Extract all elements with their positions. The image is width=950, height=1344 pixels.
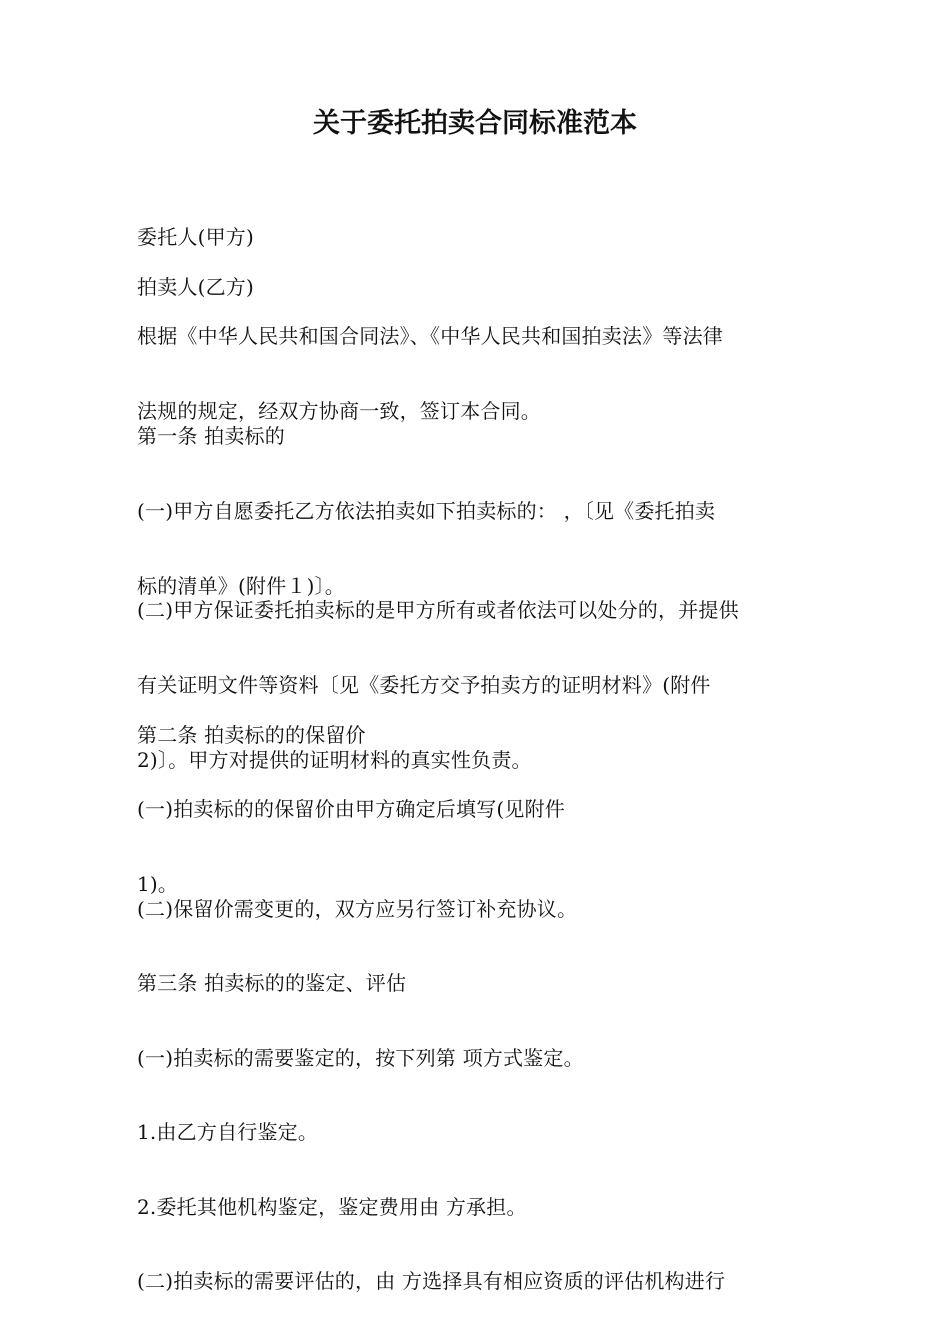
paragraph-line: 1)。: [137, 872, 179, 896]
paragraph-line: (一)拍卖标的的保留价由甲方确定后填写(见附件: [137, 797, 566, 821]
paragraph-line: 2.委托其他机构鉴定，鉴定费用由 方承担。: [137, 1195, 527, 1219]
paragraph-article3-item2: [137, 1219, 827, 1344]
paragraph-line: 第二条 拍卖标的的保留价: [137, 723, 366, 747]
paragraph-line: (二)保留价需变更的，双方应另行签订补充协议。: [137, 897, 578, 921]
paragraph-line: (一)拍卖标的需要鉴定的，按下列第 项方式鉴定。: [137, 1046, 584, 1070]
document-title: 关于委托拍卖合同标准范本: [313, 108, 637, 139]
paragraph-line: 1.由乙方自行鉴定。: [137, 1120, 319, 1144]
paragraph-line: 2)〕。甲方对提供的证明材料的真实性负责。: [137, 748, 532, 772]
paragraph-line: (二)甲方保证委托拍卖标的是甲方所有或者依法可以处分的，并提供: [137, 598, 739, 622]
paragraph-line: 法规的规定，经双方协商一致，签订本合同。: [137, 399, 541, 423]
paragraph-line: 标的清单》(附件１)〕。: [137, 574, 346, 598]
paragraph-line: 有关证明文件等资料〔见《委托方交予拍卖方的证明材料》(附件: [137, 673, 711, 697]
paragraph-line: 第一条 拍卖标的: [137, 424, 285, 448]
paragraph-line: 第三条 拍卖标的的鉴定、评估: [137, 971, 407, 995]
paragraph-line: 委托人(甲方): [137, 225, 255, 249]
paragraph-line: (一)甲方自愿委托乙方依法拍卖如下拍卖标的： ，〔见《委托拍卖: [137, 499, 716, 523]
paragraph-line: 拍卖人(乙方): [137, 275, 255, 299]
paragraph-line: (二)拍卖标的需要评估的，由 方选择具有相应资质的评估机构进行: [137, 1269, 726, 1293]
paragraph-line: 根据《中华人民共和国合同法》、《中华人民共和国拍卖法》等法律: [137, 324, 723, 348]
